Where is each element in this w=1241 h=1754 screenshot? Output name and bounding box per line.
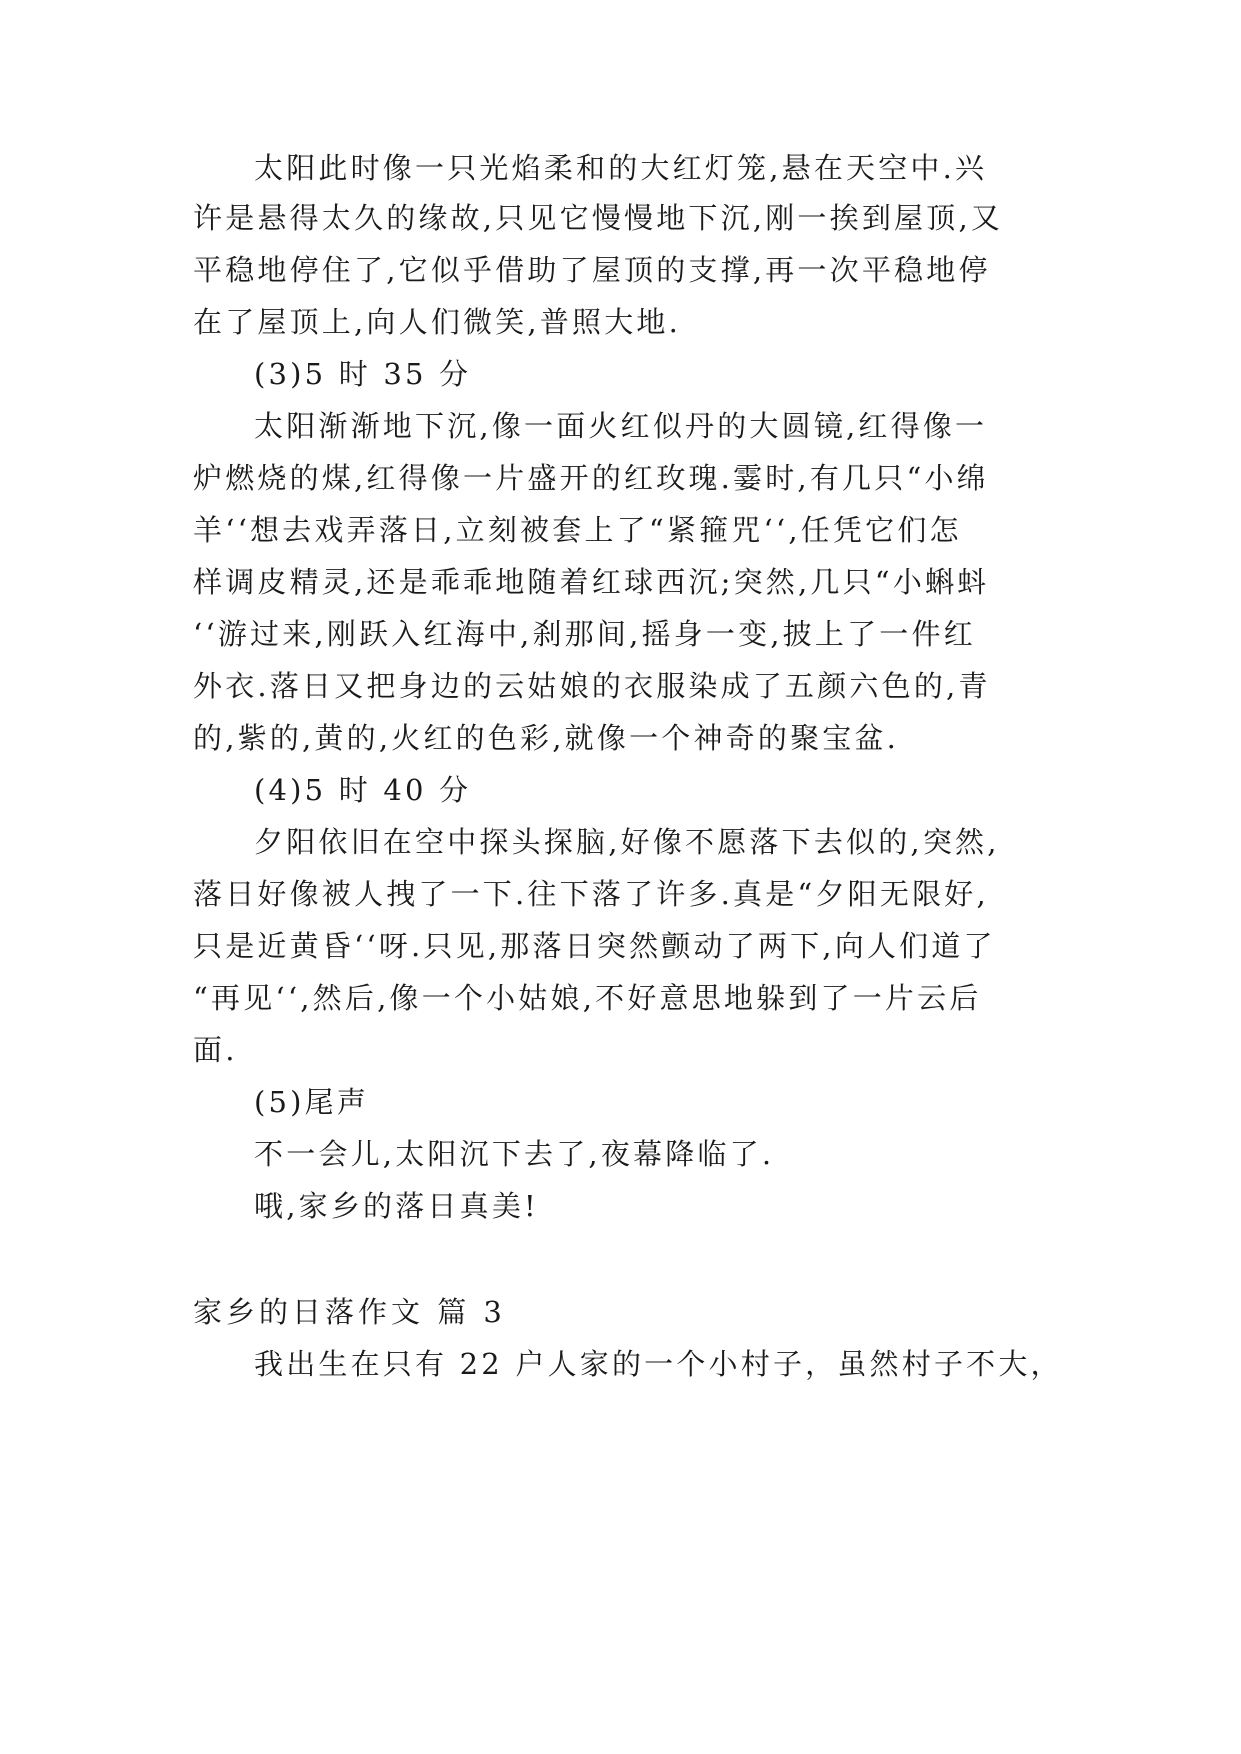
paragraph-line: “再见‘‘,然后,像一个小姑娘,不好意思地躲到了一片云后 — [193, 981, 982, 1015]
paragraph-line: 的,紫的,黄的,火红的色彩,就像一个神奇的聚宝盆. — [193, 721, 900, 755]
paragraph-line: 我出生在只有 22 户人家的一个小村子，虽然村子不大， — [254, 1347, 1063, 1381]
section-label: (5)尾声 — [254, 1085, 370, 1119]
paragraph-line: 羊‘‘想去戏弄落日,立刻被套上了“紧箍咒‘‘,任凭它们怎 — [193, 513, 962, 547]
paragraph-line: 外衣.落日又把身边的云姑娘的衣服染成了五颜六色的,青 — [193, 669, 991, 703]
paragraph-line: ‘‘游过来,刚跃入红海中,刹那间,摇身一变,披上了一件红 — [193, 617, 976, 651]
paragraph-line: 哦,家乡的落日真美! — [254, 1189, 539, 1223]
paragraph-line: 炉燃烧的煤,红得像一片盛开的红玫瑰.霎时,有几只“小绵 — [193, 461, 989, 495]
paragraph-line: 平稳地停住了,它似乎借助了屋顶的支撑,再一次平稳地停 — [193, 253, 991, 287]
essay-title: 家乡的日落作文 篇 3 — [193, 1295, 506, 1329]
paragraph-line: 只是近黄昏‘‘呀.只见,那落日突然颤动了两下,向人们道了 — [193, 929, 996, 963]
paragraph-line: 面. — [193, 1033, 238, 1067]
paragraph-line: 许是悬得太久的缘故,只见它慢慢地下沉,刚一挨到屋顶,又 — [193, 201, 1004, 235]
paragraph-line: 在了屋顶上,向人们微笑,普照大地. — [193, 305, 682, 339]
section-label: (4)5 时 40 分 — [254, 773, 472, 807]
paragraph-line: 太阳此时像一只光焰柔和的大红灯笼,悬在天空中.兴 — [254, 151, 988, 185]
paragraph-line: 不一会儿,太阳沉下去了,夜幕降临了. — [254, 1137, 775, 1171]
paragraph-line: 落日好像被人拽了一下.往下落了许多.真是“夕阳无限好, — [193, 877, 989, 911]
section-label: (3)5 时 35 分 — [254, 357, 472, 391]
paragraph-line: 夕阳依旧在空中探头探脑,好像不愿落下去似的,突然, — [254, 825, 1000, 859]
paragraph-line: 样调皮精灵,还是乖乖地随着红球西沉;突然,几只“小蝌蚪 — [193, 565, 990, 599]
paragraph-line: 太阳渐渐地下沉,像一面火红似丹的大圆镜,红得像一 — [254, 409, 988, 443]
